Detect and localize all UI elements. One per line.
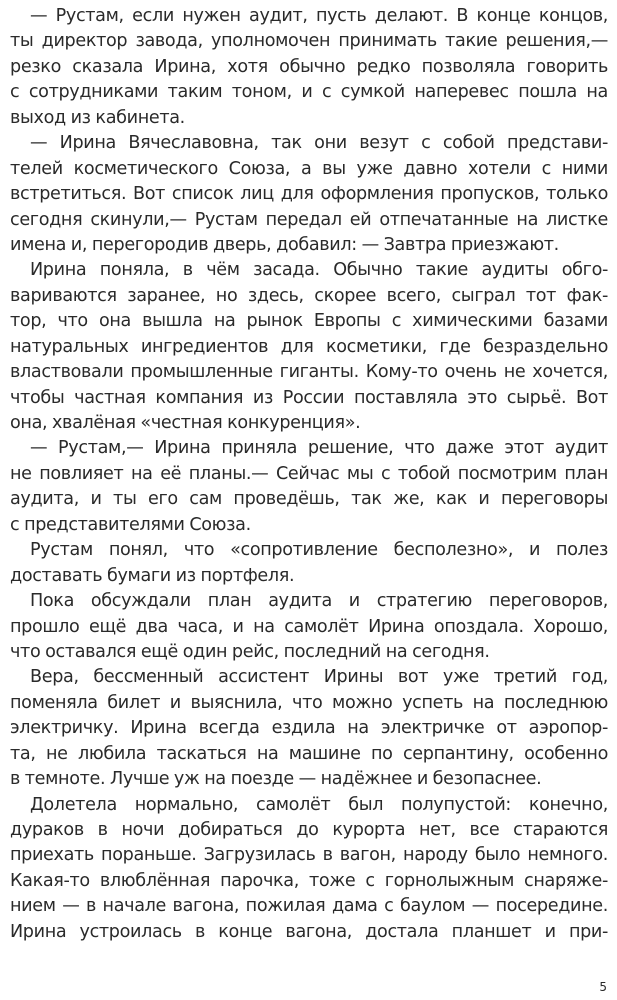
text-line: электричку. Ирина всегда ездила на электричке от аэропор- (10, 718, 608, 739)
text-line: Ирина поняла, в чём засада. Обычно такие аудиты обго- (30, 260, 608, 281)
text-line: поменяла билет и выяснила, что можно успеть на последнюю (10, 692, 608, 713)
text-line: — Рустам, если нужен аудит, пусть делают. В конце концов, (30, 6, 608, 26)
text-line: приехать пораньше. Загрузилась в вагон, народу было немного. (10, 845, 608, 866)
text-line: в темноте. Лучше уж на поезде — надёжнее и безопаснее. (10, 769, 542, 790)
text-line: Рустам понял, что «сопротивление бесполезно», и полез (30, 540, 608, 561)
text-line: резко сказала Ирина, хотя обычно редко позволяла говорить (10, 56, 608, 77)
text-line: ты директор завода, уполномочен принимать такие решения,— (10, 31, 608, 52)
text-line: нием — в начале вагона, пожилая дама с баулом — посередине. (10, 896, 608, 917)
body-text (10, 4, 608, 945)
text-line: натуральных ингредиентов для косметики, где безраздельно (10, 336, 608, 357)
text-line: Ирина устроилась в конце вагона, достала планшет и при- (10, 921, 608, 942)
text-line: имена и, перегородив дверь, добавил: — Завтра приезжают. (10, 234, 559, 255)
text-line: прошло ещё два часа, и на самолёт Ирина опоздала. Хорошо, (10, 616, 608, 637)
text-line: доставать бумаги из портфеля. (10, 565, 295, 586)
text-line: Пока обсуждали план аудита и стратегию переговоров, (30, 591, 608, 612)
text-line: с сотрудниками таким тоном, и с сумкой наперевес пошла на (10, 82, 608, 103)
page-number: 5 (599, 980, 607, 994)
text-line: чтобы частная компания из России поставляла это сырьё. Вот (10, 387, 608, 408)
text-line: встретиться. Вот список лиц для оформления пропусков, только (10, 184, 608, 205)
text-line: вариваются заранее, но здесь, скорее всего, сыграл тот фак- (10, 285, 608, 306)
text-line: с представителями Союза. (10, 514, 251, 535)
text-line: Долетела нормально, самолёт был полупустой: конечно, (30, 794, 608, 815)
text-line: — Ирина Вячеславовна, так они везут с собой представи- (30, 133, 608, 154)
text-line: дураков в ночи добираться до курорта нет, все стараются (10, 820, 608, 840)
text-line: Вера, бессменный ассистент Ирины вот уже третий год, (30, 667, 608, 688)
text-line: что оставался ещё один рейс, последний на сегодня. (10, 641, 490, 662)
text-line: аудита, и ты его сам проведёшь, так же, как и переговоры (10, 489, 608, 510)
text-line: — Рустам,— Ирина приняла решение, что даже этот аудит (30, 438, 608, 459)
text-line: Какая-то влюблённая парочка, тоже с горнолыжным снаряже- (10, 870, 608, 891)
text-line: та, не любила таскаться на машине по серпантину, особенно (10, 743, 608, 764)
text-line: она, хвалёная «честная конкуренция». (10, 413, 361, 433)
text-line: тор, что она вышла на рынок Европы с химическими базами (10, 311, 608, 332)
text-line: телей косметического Союза, а вы уже давно хотели с ними (10, 158, 608, 179)
text-line: властвовали промышленные гиганты. Кому-то очень не хочется, (10, 362, 608, 383)
text-line: не повлияет на её планы.— Сейчас мы с тобой посмотрим план (10, 463, 608, 484)
text-line: выход из кабинета. (10, 107, 185, 128)
text-line: сегодня скинули,— Рустам передал ей отпечатанные на листке (10, 209, 608, 230)
